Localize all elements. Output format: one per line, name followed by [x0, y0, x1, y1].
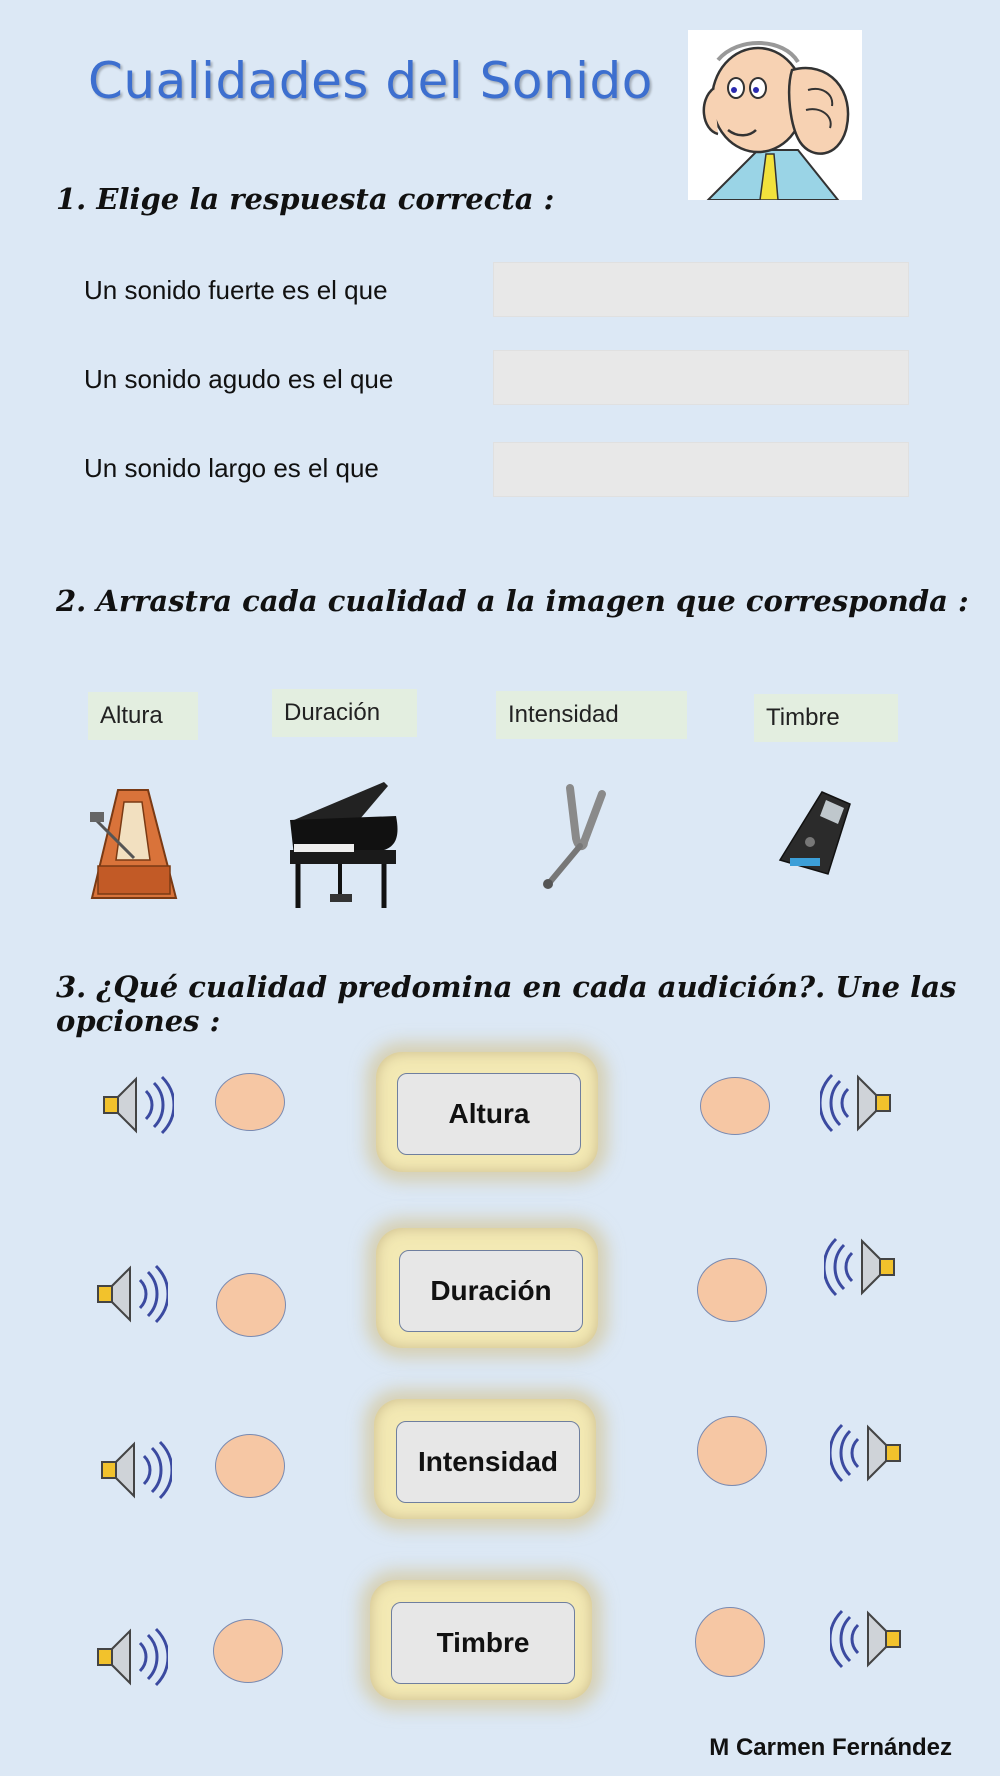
section1-heading: 1. Elige la respuesta correcta :: [56, 182, 555, 216]
option-duracion[interactable]: Duración: [399, 1250, 583, 1332]
speaker-icon[interactable]: [100, 1438, 172, 1500]
match-dot[interactable]: [697, 1416, 767, 1486]
speaker-icon[interactable]: [830, 1607, 902, 1669]
page-title: Cualidades del Sonido: [88, 52, 653, 110]
section2-heading: 2. Arrastra cada cualidad a la imagen que corresponda :: [56, 584, 969, 618]
match-dot[interactable]: [213, 1619, 283, 1683]
answer-dropdown[interactable]: [493, 350, 909, 405]
answer-dropdown[interactable]: [493, 262, 909, 317]
listening-man-image: [688, 30, 862, 200]
drag-card-duracion[interactable]: Duración: [272, 689, 417, 737]
drag-card-timbre[interactable]: Timbre: [754, 694, 898, 742]
speaker-icon[interactable]: [102, 1073, 174, 1135]
question-prompt: Un sonido agudo es el que: [84, 364, 394, 394]
speaker-icon[interactable]: [96, 1625, 168, 1687]
drag-card-intensidad[interactable]: Intensidad: [496, 691, 687, 739]
author-credit: M Carmen Fernández: [709, 1734, 952, 1761]
question-prompt: Un sonido largo es el que: [84, 453, 379, 483]
sound-meter-icon[interactable]: [776, 788, 852, 878]
drag-card-altura[interactable]: Altura: [88, 692, 198, 740]
match-dot[interactable]: [215, 1434, 285, 1498]
match-dot[interactable]: [700, 1077, 770, 1135]
match-dot[interactable]: [695, 1607, 765, 1677]
tuning-fork-icon[interactable]: [536, 782, 614, 890]
match-dot[interactable]: [215, 1073, 285, 1131]
match-dot[interactable]: [697, 1258, 767, 1322]
speaker-icon[interactable]: [96, 1262, 168, 1324]
speaker-icon[interactable]: [824, 1235, 896, 1297]
answer-dropdown[interactable]: [493, 442, 909, 497]
speaker-icon[interactable]: [820, 1071, 892, 1133]
option-timbre[interactable]: Timbre: [391, 1602, 575, 1684]
option-intensidad[interactable]: Intensidad: [396, 1421, 580, 1503]
option-altura[interactable]: Altura: [397, 1073, 581, 1155]
metronome-icon[interactable]: [88, 780, 184, 906]
section3-heading: 3. ¿Qué cualidad predomina en cada audición?. Une las opciones :: [56, 970, 957, 1038]
match-dot[interactable]: [216, 1273, 286, 1337]
piano-icon[interactable]: [284, 776, 400, 912]
speaker-icon[interactable]: [830, 1421, 902, 1483]
question-prompt: Un sonido fuerte es el que: [84, 275, 388, 305]
